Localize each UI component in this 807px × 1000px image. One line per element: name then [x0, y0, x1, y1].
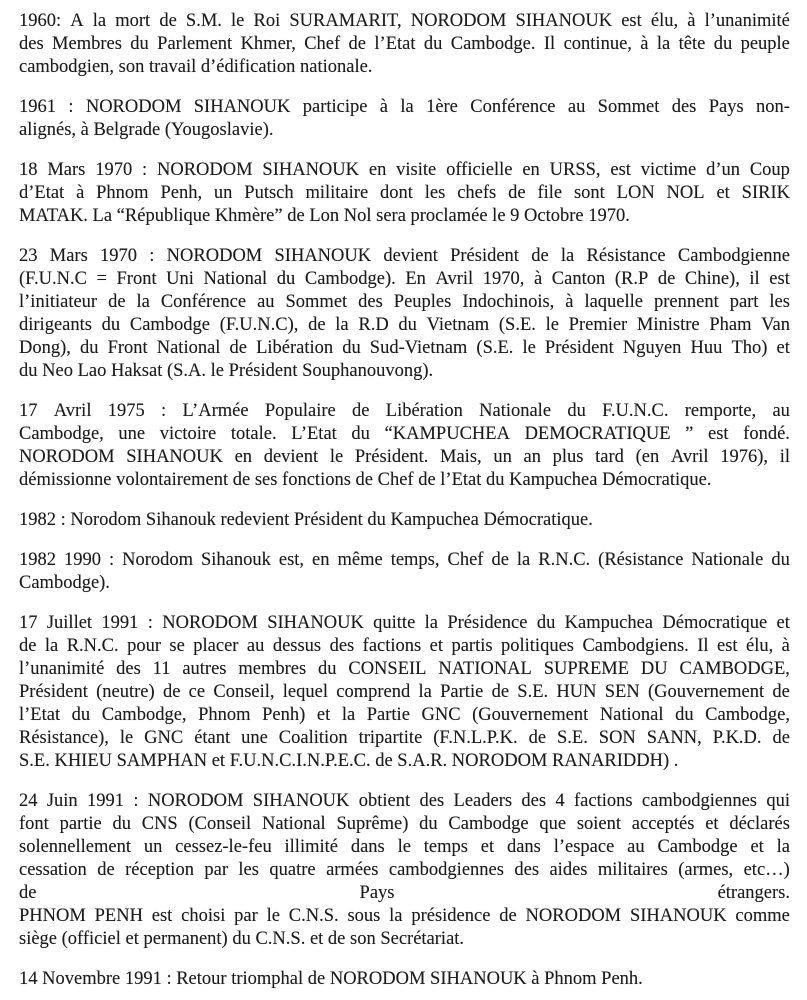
text-line: font partie du CNS (Conseil National Suprême) du Cambodge que soient acceptés et déclarés	[19, 814, 790, 834]
text-line: solennellement un cessez-le-feu illimité dans le temps et dans l’espace au Cambodge et la	[19, 837, 790, 857]
paragraph-8	[19, 612, 790, 773]
text-line: 1982 1990 : Norodom Sihanouk est, en même temps, Chef de la R.N.C. (Résistance Nationale du	[19, 550, 790, 570]
paragraph-9	[19, 790, 790, 951]
text-line: cessation de réception par les quatre armées cambodgiennes des aides militaires (armes, etc…)	[19, 860, 790, 880]
text-line: cambodgien, son travail d’édification nationale.	[19, 57, 373, 77]
text-line: Dong), du Front National de Libération du Sud-Vietnam (S.E. le Président Nguyen Huu Tho) et	[19, 338, 790, 358]
text-line: 1961 : NORODOM SIHANOUK participe à la 1ère Conférence au Sommet des Pays non-	[19, 97, 790, 117]
text-line: Cambodge, une victoire totale. L’Etat du “KAMPUCHEA DEMOCRATIQUE ” est fondé.	[19, 424, 790, 444]
text-line: PHNOM PENH est choisi par le C.N.S. sous la présidence de NORODOM SIHANOUK comme	[19, 906, 790, 926]
text-line: l’initiateur de la Conférence au Sommet des Peuples Indochinois, à laquelle prennent part les	[19, 292, 790, 312]
text-line: de Pays étrangers.	[19, 883, 790, 903]
text-line: 1960: A la mort de S.M. le Roi SURAMARIT, NORODOM SIHANOUK est élu, à l’unanimité	[19, 11, 790, 31]
text-line: 17 Juillet 1991 : NORODOM SIHANOUK quitte la Présidence du Kampuchea Démocratique et	[19, 613, 790, 633]
text-line: d’Etat à Phnom Penh, un Putsch militaire dont les chefs de file sont LON NOL et SIRIK	[19, 183, 790, 203]
text-line: MATAK. La “République Khmère” de Lon Nol sera proclamée le 9 Octobre 1970.	[19, 206, 630, 226]
text-line: (F.U.N.C = Front Uni National du Cambodge). En Avril 1970, à Canton (R.P de Chine), il est	[19, 269, 790, 289]
text-line: 18 Mars 1970 : NORODOM SIHANOUK en visite officielle en URSS, est victime d’un Coup	[19, 160, 790, 180]
text-line: 14 Novembre 1991 : Retour triomphal de NORODOM SIHANOUK à Phnom Penh.	[19, 969, 643, 989]
text-line: de la R.N.C. pour se placer au dessus des factions et partis politiques Cambodgiens. Il est élu, à	[19, 636, 790, 656]
paragraph-10	[19, 968, 790, 991]
text-line: alignés, à Belgrade (Yougoslavie).	[19, 120, 274, 140]
paragraph-6	[19, 509, 790, 532]
text-line: 1982 : Norodom Sihanouk redevient Président du Kampuchea Démocratique.	[19, 510, 593, 530]
paragraph-2	[19, 96, 790, 142]
paragraph-1	[19, 10, 790, 79]
text-line: NORODOM SIHANOUK en devient le Président. Mais, un an plus tard (en Avril 1976), il	[19, 447, 790, 467]
text-line: Président (neutre) de ce Conseil, lequel comprend la Partie de S.E. HUN SEN (Gouvernement de	[19, 682, 790, 702]
paragraph-4	[19, 245, 790, 383]
paragraph-5	[19, 400, 790, 492]
text-line: Cambodge).	[19, 573, 110, 593]
text-line: démissionne volontairement de ses fonctions de Chef de l’Etat du Kampuchea Démocratique.	[19, 470, 712, 490]
text-line: 23 Mars 1970 : NORODOM SIHANOUK devient Président de la Résistance Cambodgienne	[19, 246, 790, 266]
text-line: des Membres du Parlement Khmer, Chef de l’Etat du Cambodge. Il continue, à la tête du peuple	[19, 34, 790, 54]
text-line: 24 Juin 1991 : NORODOM SIHANOUK obtient des Leaders des 4 factions cambodgiennes qui	[19, 791, 790, 811]
text-line: l’unanimité des 11 autres membres du CONSEIL NATIONAL SUPREME DU CAMBODGE,	[19, 659, 790, 679]
text-line: l’Etat du Cambodge, Phnom Penh) et la Partie GNC (Gouvernement National du Cambodge,	[19, 705, 790, 725]
text-line: 17 Avril 1975 : L’Armée Populaire de Libération Nationale du F.U.N.C. remporte, au	[19, 401, 790, 421]
text-line: dirigeants du Cambodge (F.U.N.C), de la R.D du Vietnam (S.E. le Premier Ministre Pham Van	[19, 315, 790, 335]
text-line: du Neo Lao Haksat (S.A. le Président Souphanouvong).	[19, 361, 434, 381]
text-line: S.E. KHIEU SAMPHAN et F.U.N.C.I.N.P.E.C. de S.A.R. NORODOM RANARIDDH) .	[19, 751, 679, 771]
text-line: siège (officiel et permanent) du C.N.S. et de son Secrétariat.	[19, 929, 465, 949]
paragraph-3	[19, 159, 790, 228]
text-line: Résistance), le GNC étant une Coalition tripartite (F.N.L.P.K. de S.E. SON SANN, P.K.D. de	[19, 728, 790, 748]
paragraph-7	[19, 549, 790, 595]
